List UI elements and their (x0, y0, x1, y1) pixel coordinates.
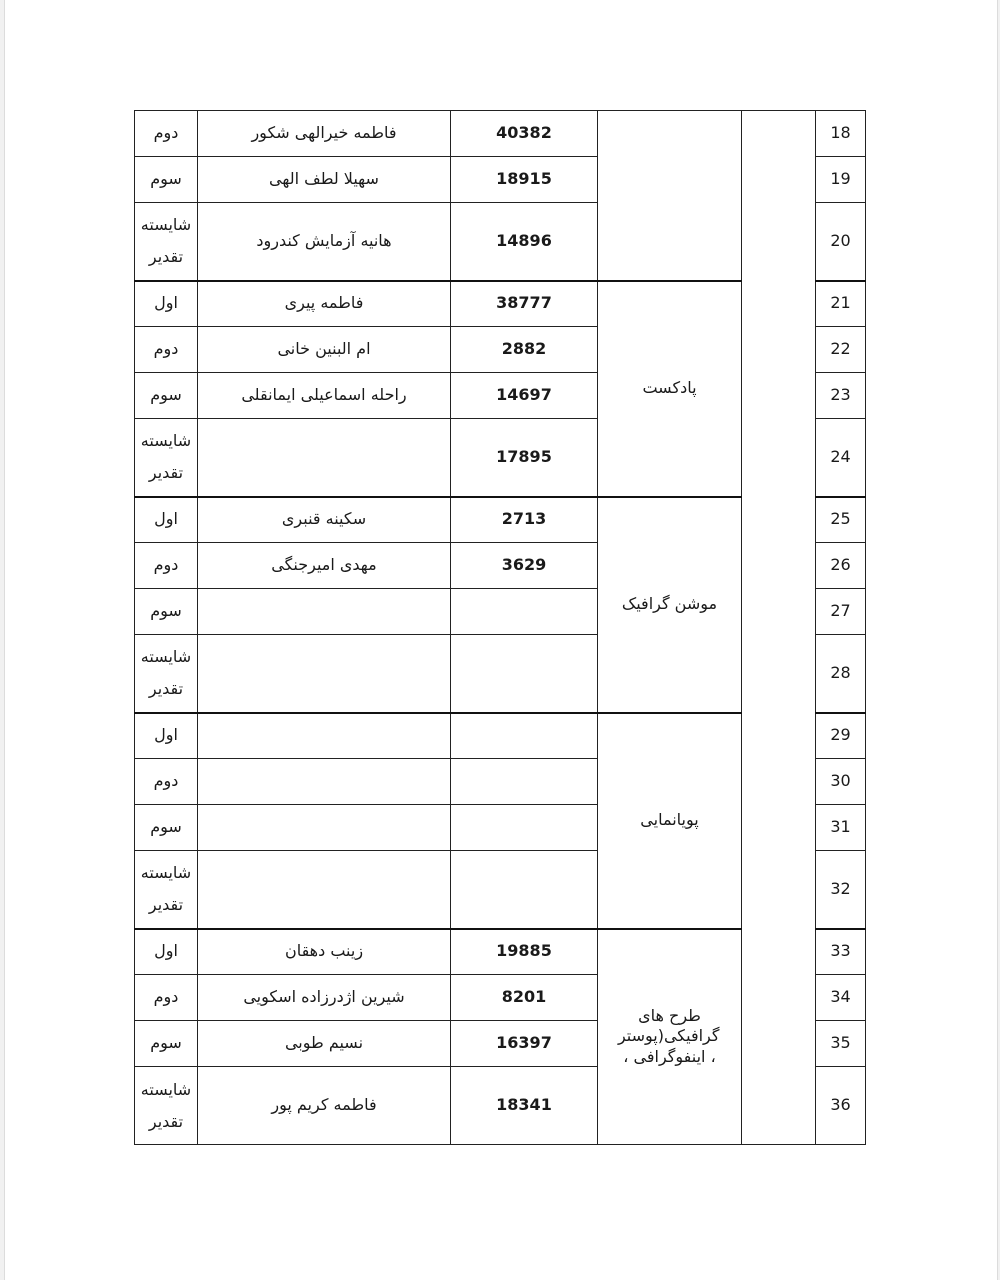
rank-cell: سوم (135, 157, 198, 203)
code-cell: 19885 (451, 929, 598, 975)
row-number-cell: 20 (816, 203, 866, 281)
category-cell (598, 713, 742, 929)
category-label: طرح های گرافیکی(پوستر ، اینفوگرافی ، (617, 1005, 720, 1067)
row-number-cell: 21 (816, 281, 866, 327)
name-cell: فاطمه کریم پور (198, 1067, 451, 1145)
category-label: پویانمایی (640, 810, 699, 830)
code-cell (451, 851, 598, 929)
rank-cell: دوم (135, 975, 198, 1021)
rank-cell: سوم (135, 373, 198, 419)
name-cell (198, 851, 451, 929)
row-number-cell: 26 (816, 543, 866, 589)
name-cell (198, 589, 451, 635)
rank-cell: شایسته تقدیر (135, 203, 198, 281)
row-number-cell: 34 (816, 975, 866, 1021)
row-number-cell: 18 (816, 111, 866, 157)
name-cell (198, 635, 451, 713)
rank-cell: شایسته تقدیر (135, 1067, 198, 1145)
row-number-cell: 25 (816, 497, 866, 543)
rank-cell: دوم (135, 111, 198, 157)
name-cell: فاطمه پیری (198, 281, 451, 327)
rank-cell: دوم (135, 543, 198, 589)
row-number-cell: 31 (816, 805, 866, 851)
code-cell: 2713 (451, 497, 598, 543)
category-label: موشن گرافیک (621, 594, 718, 614)
rank-cell: سوم (135, 1021, 198, 1067)
code-cell: 8201 (451, 975, 598, 1021)
code-cell (451, 805, 598, 851)
name-cell: سهیلا لطف الهی (198, 157, 451, 203)
code-cell (451, 589, 598, 635)
name-cell: نسیم طوبی (198, 1021, 451, 1067)
name-cell: زینب دهقان (198, 929, 451, 975)
row-number-cell: 33 (816, 929, 866, 975)
name-cell: هانیه آزمایش کندرود (198, 203, 451, 281)
code-cell: 3629 (451, 543, 598, 589)
code-cell: 16397 (451, 1021, 598, 1067)
name-cell (198, 759, 451, 805)
name-cell: راحله اسماعیلی ایمانقلی (198, 373, 451, 419)
code-cell: 18915 (451, 157, 598, 203)
code-cell: 14697 (451, 373, 598, 419)
rank-cell: شایسته تقدیر (135, 419, 198, 497)
rank-cell: اول (135, 497, 198, 543)
row-number-cell: 36 (816, 1067, 866, 1145)
code-cell: 17895 (451, 419, 598, 497)
row-number-cell: 30 (816, 759, 866, 805)
category-cell (598, 929, 742, 1145)
code-cell (451, 635, 598, 713)
category-cell (598, 281, 742, 497)
rank-cell: اول (135, 713, 198, 759)
table-row (135, 111, 866, 157)
code-cell: 14896 (451, 203, 598, 281)
rank-cell: دوم (135, 759, 198, 805)
code-cell (451, 759, 598, 805)
name-cell: سکینه قنبری (198, 497, 451, 543)
category-label: پادکست (642, 378, 697, 398)
code-cell: 38777 (451, 281, 598, 327)
empty-column (742, 111, 816, 1145)
name-cell: مهدی امیرجنگی (198, 543, 451, 589)
code-cell: 40382 (451, 111, 598, 157)
code-cell (451, 713, 598, 759)
rank-cell: شایسته تقدیر (135, 635, 198, 713)
row-number-cell: 29 (816, 713, 866, 759)
row-number-cell: 27 (816, 589, 866, 635)
row-number-cell: 23 (816, 373, 866, 419)
rank-cell: سوم (135, 589, 198, 635)
row-number-cell: 24 (816, 419, 866, 497)
rank-cell: اول (135, 281, 198, 327)
row-number-cell: 19 (816, 157, 866, 203)
name-cell: فاطمه خیرالهی شکور (198, 111, 451, 157)
name-cell (198, 419, 451, 497)
category-cell (598, 497, 742, 713)
code-cell: 18341 (451, 1067, 598, 1145)
name-cell (198, 713, 451, 759)
row-number-cell: 35 (816, 1021, 866, 1067)
category-cell (598, 111, 742, 281)
rank-cell: دوم (135, 327, 198, 373)
rank-cell: شایسته تقدیر (135, 851, 198, 929)
rank-cell: سوم (135, 805, 198, 851)
name-cell (198, 805, 451, 851)
row-number-cell: 32 (816, 851, 866, 929)
rank-cell: اول (135, 929, 198, 975)
row-number-cell: 28 (816, 635, 866, 713)
row-number-cell: 22 (816, 327, 866, 373)
name-cell: ام البنین خانی (198, 327, 451, 373)
name-cell: شیرین اژدرزاده اسکویی (198, 975, 451, 1021)
code-cell: 2882 (451, 327, 598, 373)
awards-table (134, 110, 866, 1145)
